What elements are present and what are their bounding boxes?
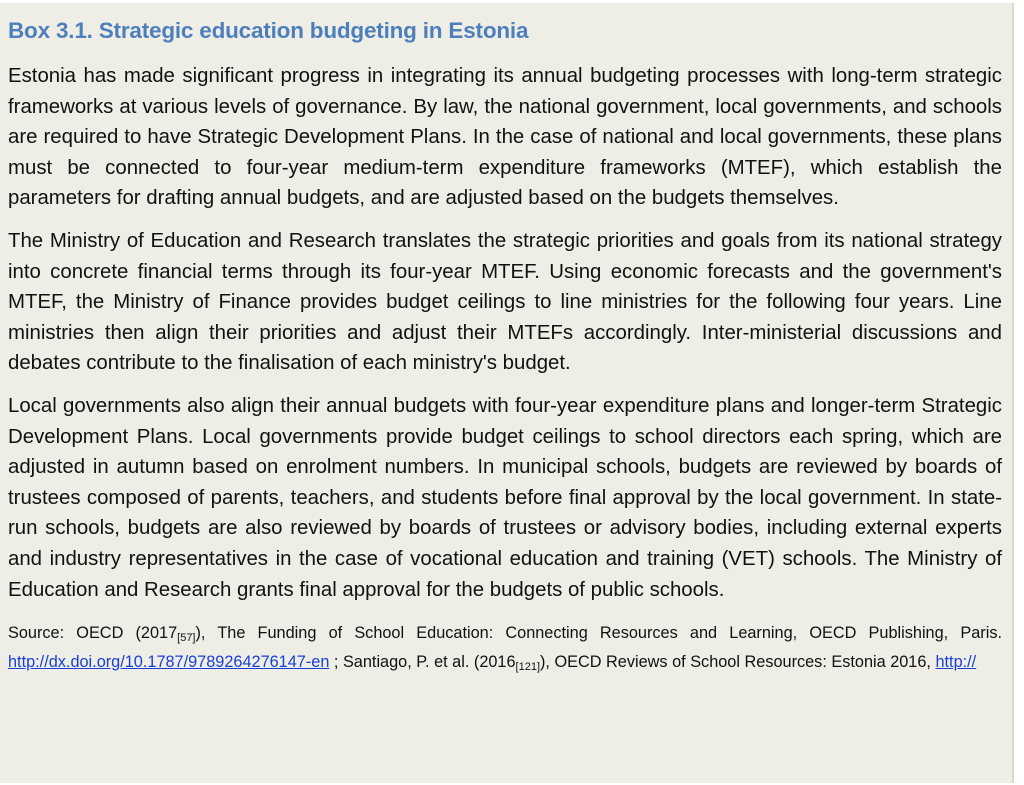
doi-link[interactable]: http://dx.doi.org/10.1787/9789264276147-en <box>8 653 330 672</box>
box-title: Box 3.1. Strategic education budgeting in Estonia <box>8 18 529 43</box>
estonia-review-link[interactable]: http:// <box>935 653 977 672</box>
source-text-3: ), OECD Reviews of School Resources: Estonia 2016, <box>540 653 936 672</box>
source-prefix: Source: OECD (2017 <box>8 624 178 643</box>
paragraph-3: Local governments also align their annual budgets with four-year expenditure plans and longer-term Strategic Development Plans. Local governments provide budget ceilings to school directors each spring, which are adjusted in autumn based on enrolment numbers. In municipal schools, budgets are reviewed by boards of trustees composed of parents, teachers, and students before final approval by the local government. In state-run schools, budgets are also reviewed by boards of trustees or advisory bodies, including external experts and industry representatives in the case of vocational education and training (VET) schools. The Ministry of Education and Research grants final approval for the budgets of public schools. <box>8 394 1002 601</box>
source-ref-121: [121] <box>515 661 541 674</box>
paragraph-2: The Ministry of Education and Research translates the strategic priorities and goals from its national strategy into concrete financial terms through its four-year MTEF. Using economic forecasts and the government's MTEF, the Ministry of Finance provides budget ceilings to line ministries for the following four years. Line ministries then align their priorities and adjust their MTEFs accordingly. Inter-ministerial discussions and debates contribute to the finalisation of each ministry's budget. <box>8 229 1002 375</box>
box-panel <box>0 3 1014 783</box>
source-text-1: ), The Funding of School Education: Connecting Resources and Learning, OECD Publishing, Paris. <box>195 624 1002 643</box>
source-note <box>8 621 1002 679</box>
source-text-2: ; Santiago, P. et al. (2016 <box>329 653 516 672</box>
paragraph-1: Estonia has made significant progress in integrating its annual budgeting processes with long-term strategic frameworks at various levels of governance. By law, the national government, local governments, and schools are required to have Strategic Development Plans. In the case of national and local governments, these plans must be connected to four-year medium-term expenditure frameworks (MTEF), which establish the parameters for drafting annual budgets, and are adjusted based on the budgets themselves. <box>8 65 1002 210</box>
source-ref-57: [57] <box>177 632 196 645</box>
